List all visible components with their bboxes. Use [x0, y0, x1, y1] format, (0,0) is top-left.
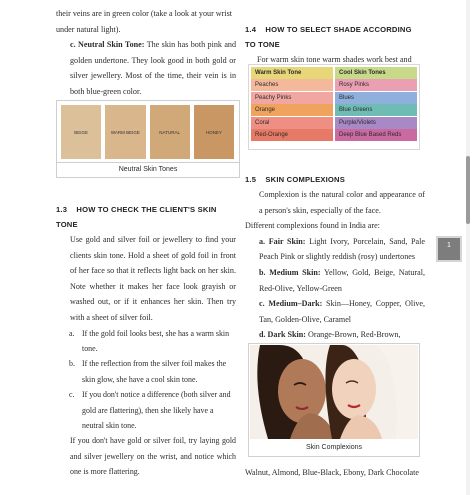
- section-1-3-heading-cont: TONE: [56, 220, 78, 229]
- swatch-honey: HONEY: [194, 105, 234, 159]
- table-row: [251, 92, 419, 104]
- page-number-badge[interactable]: 1: [436, 236, 462, 262]
- table-row: [251, 79, 419, 91]
- neutral-label: c. Neutral Skin Tone:: [70, 40, 145, 50]
- swatch-row: [61, 105, 234, 159]
- neutral-paragraph: [56, 37, 236, 99]
- complexion-photo: [250, 345, 418, 439]
- table-row: [251, 129, 419, 141]
- table-row: [251, 104, 419, 116]
- table-cell-warm: Peachy Pinks: [251, 92, 333, 104]
- complexion-a: a. Fair Skin: Light Ivory, Porcelain, Sand, Pale Peach Pink or slightly reddish (rosy) undertones: [259, 236, 425, 262]
- complexion-caption: Skin Complexions: [305, 444, 363, 451]
- table-row: [251, 117, 419, 129]
- section-1-5-heading: 1.5 SKIN COMPLEXIONS: [245, 175, 345, 184]
- left-column: [56, 6, 236, 100]
- table-header-row: [251, 67, 419, 79]
- table-cell-warm: Orange: [251, 104, 333, 116]
- neutral-caption: Neutral Skin Tones: [57, 162, 239, 177]
- complexion-continued: Walnut, Almond, Blue-Black, Ebony, Dark Chocolate: [245, 468, 419, 477]
- table-body: [249, 79, 419, 141]
- list-item-c: c. If you don't notice a difference (both silver and gold are flattering), then she likely have a neutral skin tone.: [69, 390, 231, 430]
- neutral-swatch-figure: [56, 100, 240, 178]
- swatch-warm-beige: WARM BEIGE: [105, 105, 145, 159]
- table-cell-warm: Peaches: [251, 79, 333, 91]
- table-cell-cool: Purple/Violets: [335, 117, 417, 129]
- shade-table: [248, 64, 420, 150]
- complexion-intro: Complexion is the natural color and appearance of a person's skin, especially of the face.: [259, 190, 425, 215]
- right-column-lower: [245, 172, 425, 343]
- header-cool: Cool Skin Tones: [335, 67, 417, 79]
- table-cell-warm: Coral: [251, 117, 333, 129]
- table-cell-cool: Deep Blue Based Reds: [335, 129, 417, 141]
- section-1-4-heading-cont: TO TONE: [245, 40, 280, 49]
- complexion-b: b. Medium Skin: Yellow, Gold, Beige, Natural, Red-Olive, Yellow-Green: [259, 267, 425, 293]
- foil-paragraph: Use gold and silver foil or jewellery to find your clients skin tone. Hold a sheet of gold foil in front of her face so that it reflects light back on her skin. Note whether it makes her face look grayish or washed out, or if it enhances her skin. Then try with a sheet of silver foil.: [70, 235, 236, 322]
- list-item-a: a. If the gold foil looks best, she has a warm skin tone.: [69, 328, 230, 353]
- section-1-3-heading: 1.3 HOW TO CHECK THE CLIENT'S SKIN: [56, 205, 217, 214]
- swatch-beige: BEIGE: [61, 105, 101, 159]
- complexion-intro-2: Different complexions found in India are:: [245, 221, 380, 231]
- complexion-d: d. Dark Skin: Orange-Brown, Red-Brown,: [259, 330, 401, 340]
- left-column-lower: [56, 202, 236, 479]
- header-warm: Warm Skin Tone: [251, 67, 333, 79]
- scrollbar-track[interactable]: [466, 0, 470, 495]
- section-1-4-heading: 1.4 HOW TO SELECT SHADE ACCORDING: [245, 25, 412, 34]
- intro-line-1: their veins are in green color (take a look at your wrist: [56, 9, 232, 18]
- table-cell-cool: Blues: [335, 92, 417, 104]
- intro-line-2: under natural light).: [56, 24, 121, 34]
- table-cell-cool: Rosy Pinks: [335, 79, 417, 91]
- table-cell-cool: Blue Greens: [335, 104, 417, 116]
- scrollbar-thumb[interactable]: [466, 156, 470, 224]
- right-column: [245, 22, 425, 68]
- complexion-c: c. Medium–Dark: Skin—Honey, Copper, Olive, Tan, Golden-Olive, Caramel: [259, 299, 425, 324]
- shade-intro: For warm skin tone warm shades work best and: [257, 55, 412, 64]
- neutral-text: The skin has both pink and golden undertone. They look good in both gold or silver jewellery. Most of the time, their vein is in both blue-green color.: [70, 40, 237, 96]
- list-item-b: b. If the reflection from the silver foil makes the skin glow, she have a cool skin tone.: [69, 359, 227, 384]
- complexion-figure: [248, 343, 420, 457]
- swatch-natural: NATURAL: [150, 105, 190, 159]
- table-cell-warm: Red-Orange: [251, 129, 333, 141]
- jewellery-paragraph: If you don't have gold or silver foil, try laying gold and silver jewellery on the wrist, and notice which one is more flattering.: [70, 436, 236, 476]
